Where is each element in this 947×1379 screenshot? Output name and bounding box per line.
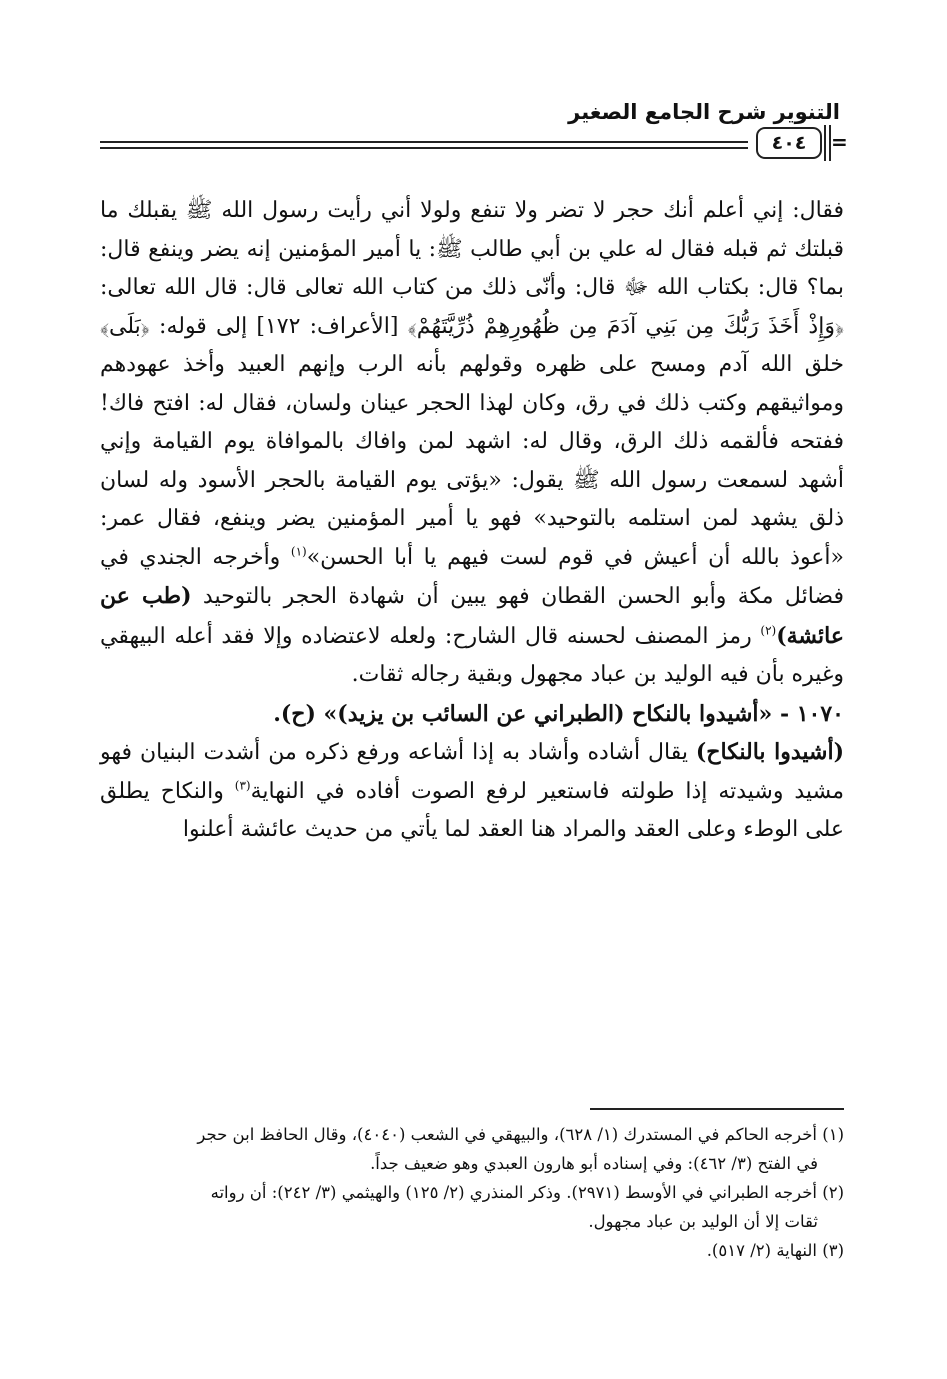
footnote-1-line-2: في الفتح (٣/ ٤٦٢): وفي إسناده أبو هارون العبدي وهو ضعيف جداً. bbox=[370, 1154, 818, 1173]
page-number-bars bbox=[824, 125, 831, 161]
footnote-ref-1: (١) bbox=[290, 544, 307, 559]
header-rule-top bbox=[100, 141, 748, 143]
text-run: وأخرجه الجندي في فضائل مكة وأبو الحسن القطان فهو يبين أن شهادة الحجر بالتوحيد bbox=[100, 544, 844, 609]
hadith-term: (أشيدوا بالنكاح) bbox=[695, 739, 845, 765]
text-run: فقال: إني أعلم أنك حجر لا تضر ولا تنفع ولولا أني رأيت رسول الله ﷺ يقبلك ما قبلتك ثم قبله فقال له علي بن أبي طالب ﷺ: يا أمير المؤمنين إنه يضر وينفع قال: بما؟ قال: بكتاب الله ﷻ قال: وأنّى ذلك من كتاب الله تعالى قال: قال الله تعالى: ﴿وَإِذْ أَخَذَ رَبُّكَ مِن بَنِي آدَمَ مِن ظُهُورِهِمْ ذُرِّيَّتَهُمْ﴾ [الأعراف: ١٧٢] إلى قوله: ﴿بَلَى﴾ خلق الله آدم ومسح على ظهره وقولهم بأنه الرب وإنهم العبيد وأخذ عهودهم ومواثيقهم وكتب ذلك في رق، وكان لهذا الحجر عينان ولسان، فقال له: افتح فاك! ففتحه فألقمه ذلك الرق، وقال له: اشهد لمن وافاك بالموافاة يوم القيامة وإني أشهد لسمعت رسول الله ﷺ يقول: «يؤتى يوم القيامة بالحجر الأسود وله لسان ذلق يشهد لمن استلمه بالتوحيد» فهو يا أمير المؤمنين يضر وينفع، فقال عمر: «أعوذ بالله أن أعيش في قوم لست فيهم يا أبا الحسن» bbox=[100, 198, 845, 570]
footnote-2-line-2: ثقات إلا أن الوليد بن عباد مجهول. bbox=[588, 1212, 818, 1231]
text-run: والنكاح يطلق على الوطء وعلى العقد والمراد هنا العقد لما يأتي من حديث عائشة أعلنوا bbox=[100, 778, 844, 842]
footnote-ref-3: (٣) bbox=[234, 778, 251, 793]
footnotes bbox=[100, 1120, 844, 1265]
paragraph-hajar bbox=[100, 192, 844, 695]
book-title: التنوير شرح الجامع الصغير bbox=[568, 100, 840, 124]
footnote-2-line-1: (٢) أخرجه الطبراني في الأوسط (٢٩٧١). وذكر المنذري (٢/ ١٢٥) والهيثمي (٣/ ٢٤٢): أن رواته bbox=[210, 1183, 844, 1202]
text-run: رمز المصنف لحسنه قال الشارح: ولعله لاعتضاده وإلا فقد أعله البيهقي وغيره بأن فيه الوليد بن عباد مجهول وبقية رجاله ثقات. bbox=[100, 623, 844, 687]
footnote-ref-2: (٢) bbox=[760, 623, 777, 638]
page-number-mark: = bbox=[831, 130, 848, 154]
text-run: يقال أشاده وأشاد به إذا أشاعه ورفع ذكره من أشدت البنيان فهو مشيد وشيدته إذا طولته فاستعير لرفع الصوت أفاده في النهاية bbox=[100, 740, 844, 804]
source-citation: (طب عن عائشة) bbox=[100, 583, 844, 649]
page-number: ٤٠٤ bbox=[756, 127, 822, 159]
footnote-separator bbox=[590, 1108, 844, 1110]
footnote-3: (٣) النهاية (٢/ ٥١٧). bbox=[706, 1241, 844, 1260]
footnote-1-line-1: (١) أخرجه الحاكم في المستدرك (١/ ٦٢٨)، والبيهقي في الشعب (٤٠٤٠)، وقال الحافظ ابن حجر bbox=[197, 1125, 844, 1144]
header-rule-bottom bbox=[100, 147, 748, 149]
paragraph-nikah bbox=[100, 733, 844, 850]
hadith-1070-heading: ١٠٧٠ - «أشيدوا بالنكاح (الطبراني عن السائب بن يزيد)» (ح). bbox=[273, 700, 844, 727]
body-text bbox=[100, 192, 844, 850]
